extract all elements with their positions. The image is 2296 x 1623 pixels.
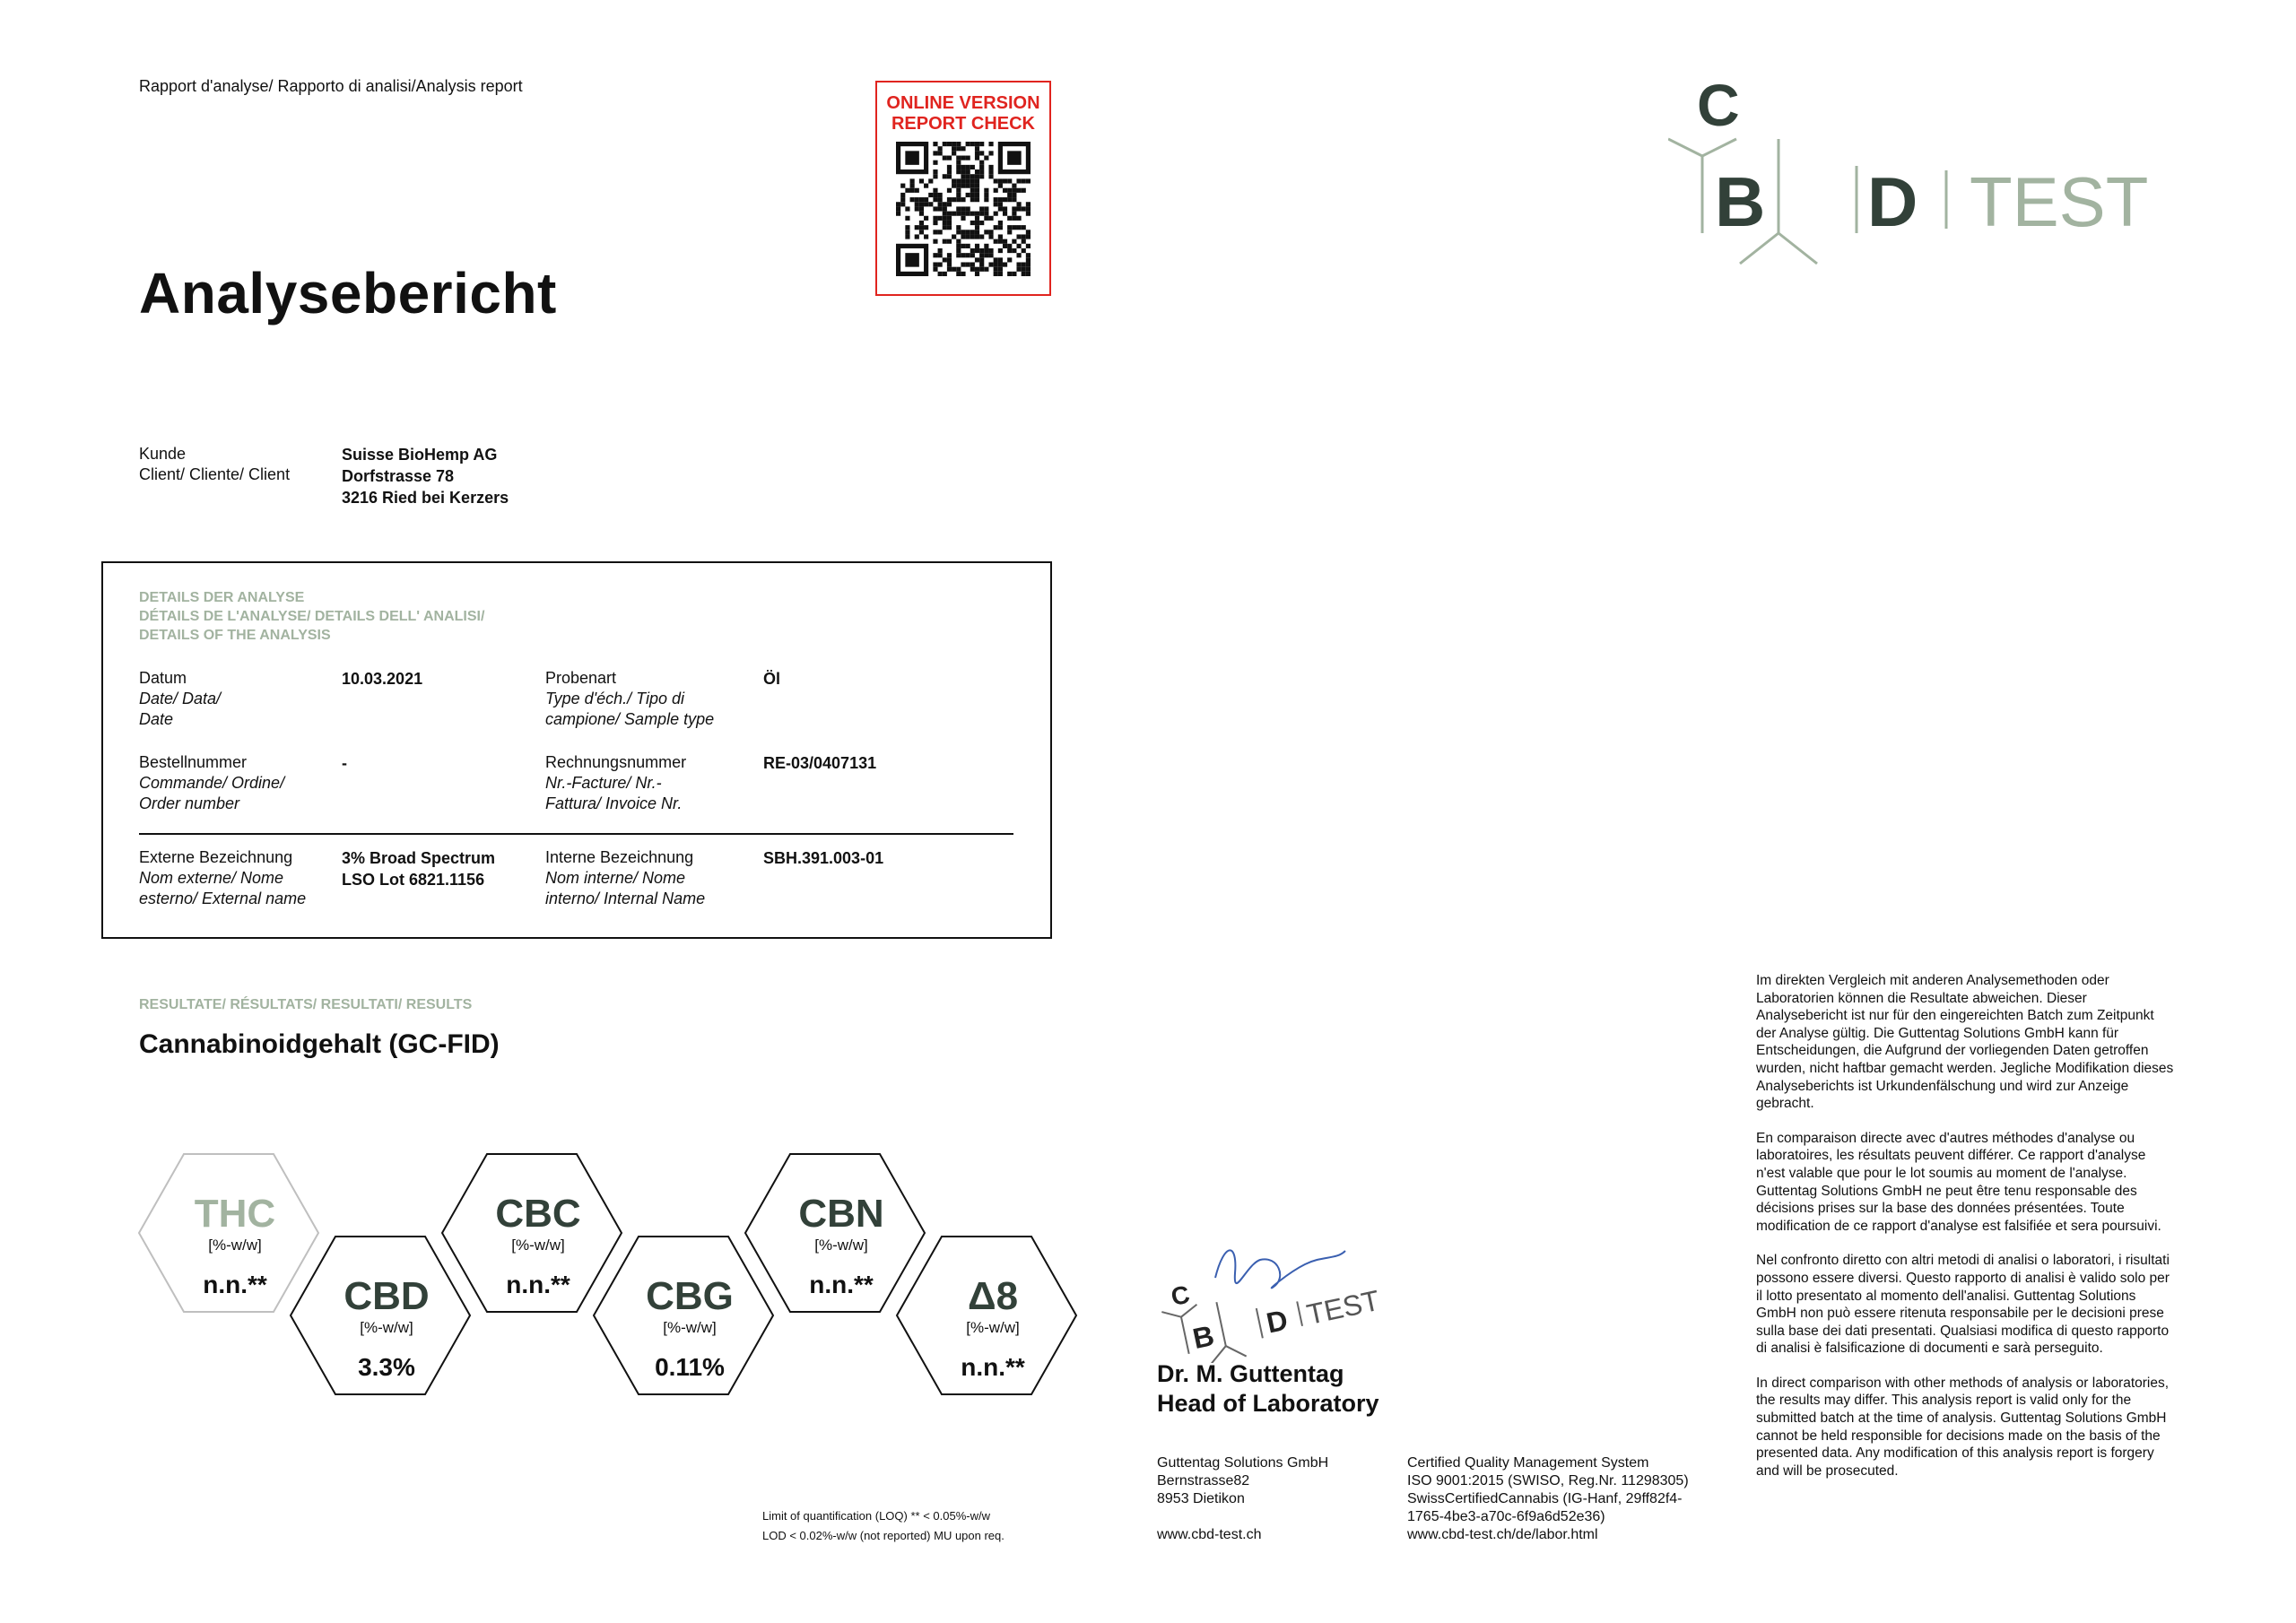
results-title: Cannabinoidgehalt (GC-FID) <box>139 1029 500 1059</box>
details-heading <box>139 588 484 645</box>
company-address <box>1157 1454 1328 1508</box>
stamp-c: C <box>1168 1280 1193 1312</box>
order-number-sub1: Commande/ Ordine/ <box>139 774 285 792</box>
cbd-unit: [%-w/w] <box>360 1319 413 1336</box>
sample-type-label-de: Probenart <box>545 669 617 687</box>
loq-note <box>762 1506 1004 1546</box>
cbd-name: CBD <box>344 1274 430 1318</box>
cert-line4: 1765-4be3-a70c-6f9a6d52e36) <box>1407 1509 1605 1524</box>
date-label-sub1: Date/ Data/ <box>139 690 222 707</box>
date-label <box>139 668 221 730</box>
thc-value: n.n.** <box>203 1271 267 1298</box>
results-heading: RESULTATE/ RÉSULTATS/ RESULTATI/ RESULTS <box>139 997 473 1012</box>
date-value: 10.03.2021 <box>342 670 423 688</box>
thc-name: THC <box>194 1192 276 1236</box>
details-heading-line2: DÉTAILS DE L'ANALYSE/ DETAILS DELL' ANALISI/ <box>139 609 485 624</box>
qr-code-icon[interactable] <box>896 142 1031 276</box>
qr-caption <box>877 93 1049 135</box>
handwritten-signature <box>1215 1250 1345 1288</box>
online-report-check[interactable] <box>875 81 1051 296</box>
delta8-name: Δ8 <box>967 1274 1019 1318</box>
invoice-number-sub1: Nr.-Facture/ Nr.- <box>545 774 662 792</box>
external-name-sub1: Nom externe/ Nome <box>139 869 284 887</box>
disclaimer-en: In direct comparison with other methods of analysis or laboratories, the results may differ. This analysis report is valid only for the submitted batch at the time of analysis. Guttentag Solutions GmbH cannot be held responsible for decisions made on the basis of the presented data. Any modification of this analysis report is forgery and will be prosecuted. <box>1756 1375 2170 1479</box>
hex-thc <box>139 1154 318 1312</box>
signature-stamp <box>1152 1237 1377 1367</box>
company-name: Guttentag Solutions GmbH <box>1157 1455 1329 1471</box>
company-website-link[interactable]: www.cbd-test.ch <box>1157 1527 1262 1542</box>
cannabinoid-results <box>135 1148 1103 1421</box>
loq-line2: LOD < 0.02%-w/w (not reported) MU upon req. <box>762 1529 1004 1542</box>
sample-type-label <box>545 668 714 730</box>
order-number-value: - <box>342 754 347 772</box>
cbd-test-logo <box>1668 72 2170 282</box>
internal-name-label-de: Interne Bezeichnung <box>545 848 694 866</box>
invoice-number-sub2: Fattura/ Invoice Nr. <box>545 794 683 812</box>
cert-link[interactable]: www.cbd-test.ch/de/labor.html <box>1407 1527 1598 1542</box>
order-number-label-de: Bestellnummer <box>139 753 248 771</box>
hex-cbg <box>594 1237 773 1394</box>
cbg-unit: [%-w/w] <box>663 1319 717 1336</box>
logo-word-test: TEST <box>1970 162 2149 241</box>
report-type-label: Rapport d'analyse/ Rapporto di analisi/Analysis report <box>139 77 523 95</box>
stamp-b: B <box>1189 1319 1217 1356</box>
company-city: 8953 Dietikon <box>1157 1491 1245 1506</box>
stamp-test: TEST <box>1303 1283 1377 1332</box>
sample-type-value: Öl <box>763 670 781 688</box>
cbg-name: CBG <box>646 1274 734 1318</box>
logo-letter-b: B <box>1715 162 1766 241</box>
external-name-value <box>342 847 495 890</box>
signature-stamp-svg <box>1152 1237 1377 1363</box>
certification-info <box>1407 1454 1689 1544</box>
delta8-unit: [%-w/w] <box>966 1319 1020 1336</box>
hex-delta8 <box>897 1237 1076 1394</box>
client-city: 3216 Ried bei Kerzers <box>342 489 509 507</box>
date-label-de: Datum <box>139 669 187 687</box>
logo-letter-d: D <box>1867 162 1918 241</box>
client-label-de: Kunde <box>139 445 187 463</box>
qr-caption-line2: REPORT CHECK <box>891 114 1035 134</box>
order-number-sub2: Order number <box>139 794 240 812</box>
logo-letter-c: C <box>1697 72 1740 138</box>
company-street: Bernstrasse82 <box>1157 1473 1250 1488</box>
cbc-unit: [%-w/w] <box>511 1237 565 1254</box>
stamp-d: D <box>1263 1303 1291 1340</box>
hex-cbc <box>442 1154 622 1312</box>
sample-type-sub2: campione/ Sample type <box>545 710 715 728</box>
invoice-number-label <box>545 752 686 814</box>
disclaimer-it: Nel confronto diretto con altri metodi di analisi o laboratori, i risultati possono essere diversi. Questo rapporto di analisi è valido solo per il lotto presentato al momento dell'analisi. Guttentag Solutions GmbH non può essere ritenuta responsabile per le decisioni prese sulla base dei dati presentati. Qualsiasi modifica di questo rapporto di analisi è falsificazione di documenti e sarà perseguito. <box>1756 1253 2170 1357</box>
external-name-value-line2: LSO Lot 6821.1156 <box>342 871 485 889</box>
client-address <box>342 444 509 508</box>
cbn-name: CBN <box>798 1192 884 1236</box>
external-name-label <box>139 847 306 909</box>
loq-line1: Limit of quantification (LOQ) ** < 0.05%-w/w <box>762 1509 990 1523</box>
client-name: Suisse BioHemp AG <box>342 446 498 464</box>
signatory-role: Head of Laboratory <box>1157 1390 1379 1417</box>
internal-name-sub1: Nom interne/ Nome <box>545 869 686 887</box>
cert-line3: SwissCertifiedCannabis (IG-Hanf, 29ff82f4- <box>1407 1491 1683 1506</box>
cert-line2: ISO 9001:2015 (SWISO, Reg.Nr. 11298305) <box>1407 1473 1689 1488</box>
internal-name-label <box>545 847 705 909</box>
cbc-value: n.n.** <box>506 1271 570 1298</box>
cbn-value: n.n.** <box>809 1271 874 1298</box>
cbd-value: 3.3% <box>358 1353 415 1381</box>
invoice-number-value: RE-03/0407131 <box>763 754 877 772</box>
external-name-value-line1: 3% Broad Spectrum <box>342 849 496 867</box>
client-label <box>139 444 290 485</box>
client-label-translations: Client/ Cliente/ Client <box>139 465 291 483</box>
sample-type-sub1: Type d'éch./ Tipo di <box>545 690 685 707</box>
page-title: Analysebericht <box>139 261 557 325</box>
external-name-label-de: Externe Bezeichnung <box>139 848 293 866</box>
external-name-sub2: esterno/ External name <box>139 890 307 907</box>
internal-name-sub2: interno/ Internal Name <box>545 890 706 907</box>
cert-line1: Certified Quality Management System <box>1407 1455 1649 1471</box>
thc-unit: [%-w/w] <box>208 1237 262 1254</box>
invoice-number-label-de: Rechnungsnummer <box>545 753 687 771</box>
cbn-unit: [%-w/w] <box>814 1237 868 1254</box>
details-heading-line1: DETAILS DER ANALYSE <box>139 590 305 605</box>
signatory-name: Dr. M. Guttentag <box>1157 1360 1344 1387</box>
cannabinoid-hexagons <box>135 1148 1103 1417</box>
date-label-sub2: Date <box>139 710 174 728</box>
cbd-test-logo-svg <box>1668 72 2170 278</box>
disclaimer-de: Im direkten Vergleich mit anderen Analysemethoden oder Laboratorien können die Resultate abweichen. Dieser Analysebericht ist nur für den eingereichten Batch zum Zeitpunkt der Analyse gültig. Die Guttentag Solutions GmbH kann für Entscheidungen, die Aufgrund der vorliegenden Daten getroffen wurden, nicht haftbar gemacht werden. Jegliche Modifikation dieses Analyseberichts ist Urkundenfälschung und wird zur Anzeige gebracht. <box>1756 973 2174 1112</box>
signatory <box>1157 1359 1379 1419</box>
order-number-label <box>139 752 284 814</box>
details-divider <box>139 833 1013 835</box>
disclaimer-fr: En comparaison directe avec d'autres méthodes d'analyse ou laboratoires, les résultats peuvent différer. Ce rapport d'analyse n'est valable que pour le lot soumis au moment de l'analyse. Guttentag Solutions GmbH ne peut être tenu responsable des décisions prises sur la base des données présentées. Toute modification de ce rapport d'analyse est falsifiée et sera poursuivi. <box>1756 1130 2161 1234</box>
delta8-value: n.n.** <box>961 1353 1025 1381</box>
hex-cbn <box>745 1154 925 1312</box>
hex-cbd <box>291 1237 470 1394</box>
internal-name-value: SBH.391.003-01 <box>763 849 884 867</box>
disclaimer <box>1756 972 2178 1497</box>
qr-caption-line1: ONLINE VERSION <box>886 93 1040 113</box>
client-street: Dorfstrasse 78 <box>342 467 455 485</box>
details-heading-line3: DETAILS OF THE ANALYSIS <box>139 628 331 643</box>
cbg-value: 0.11% <box>655 1353 725 1381</box>
cbc-name: CBC <box>495 1192 581 1236</box>
